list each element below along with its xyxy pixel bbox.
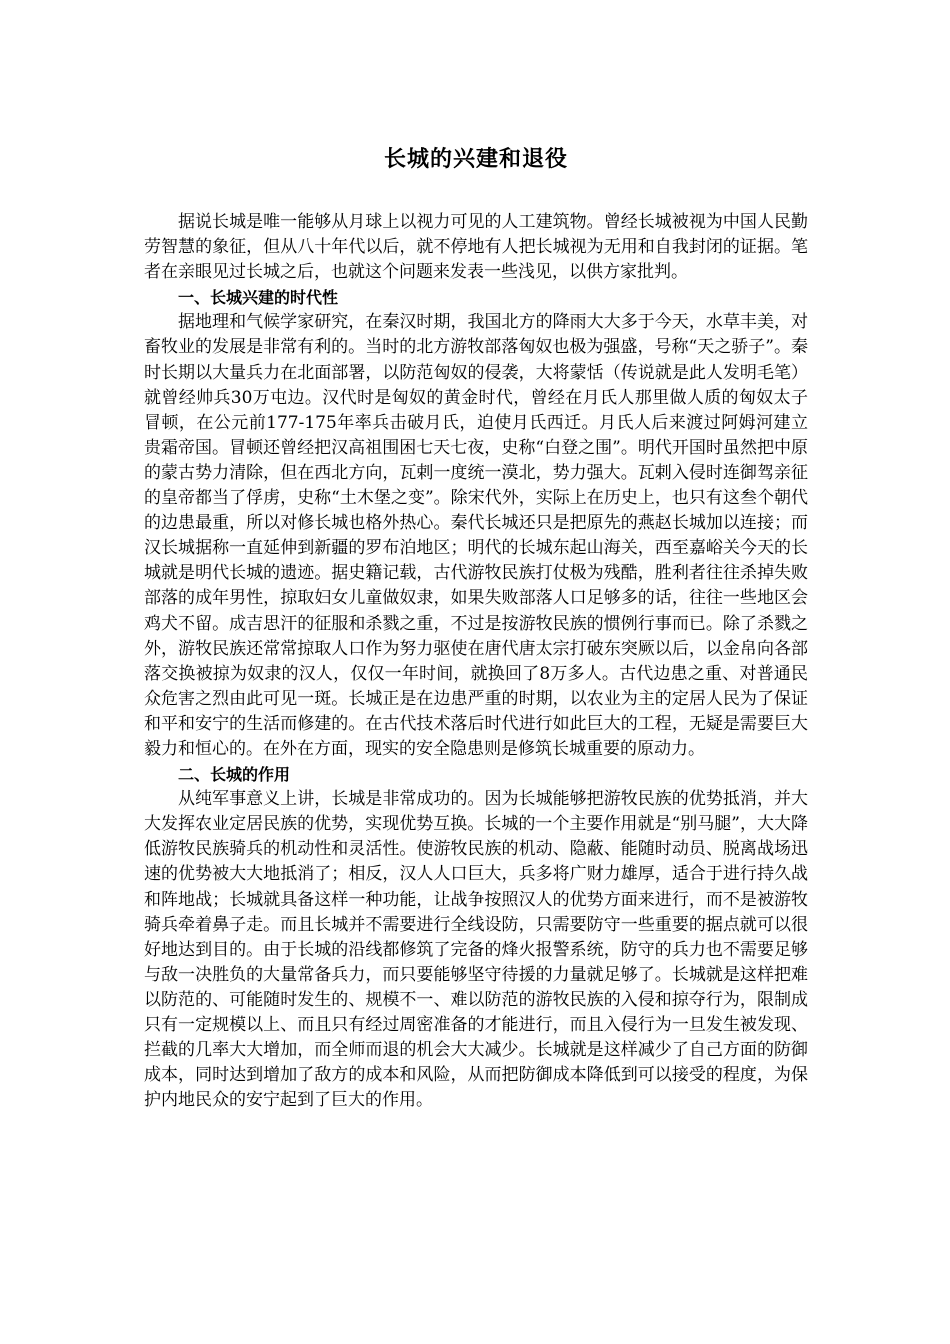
section-heading-1: 一、长城兴建的时代性 [178,288,339,308]
section-paragraph-2: 从纯军事意义上讲，长城是非常成功的。因为长城能够把游牧民族的优势抵消，并大大发挥农业定居民族的优势，实现优势互换。长城的一个主要作用就是“别马腿”，大大降低游牧民族骑兵的机动性和灵活性。使游牧民族的机动、隐蔽、能随时动员、脱离战场迅速的优势被大大地抵消了；相反，汉人人口巨大，兵多将广财力雄厚，适合于进行持久战和阵地战；长城就具备这样一种功能，让战争按照汉人的优势方面来进行，而不是被游牧骑兵牵着鼻子走。而且长城并不需要进行全线设防，只需要防守一些重要的据点就可以很好地达到目的。由于长城的沿线都修筑了完备的烽火报警系统，防守的兵力也不需要足够与敌一决胜负的大量常备兵力，而只要能够坚守待援的力量就足够了。长城就是这样把难以防范的、可能随时发生的、规模不一、难以防范的游牧民族的入侵和掠夺行为，限制成只有一定规模以上、而且只有经过周密准备的才能进行，而且入侵行为一旦发生被发现、拦截的几率大大增加，而全师而退的机会大大减少。长城就是这样减少了自己方面的防御成本，同时达到增加了敌方的成本和风险，从而把防御成本降低到可以接受的程度，为保护内地民众的安宁起到了巨大的作用。 [144,789,808,1111]
page-title: 长城的兴建和退役 [383,147,568,172]
intro-paragraph: 据说长城是唯一能够从月球上以视力可见的人工建筑物。曾经长城被视为中国人民勤劳智慧的象征，但从八十年代以后，就不停地有人把长城视为无用和自我封闭的证据。笔者在亲眼见过长城之后，也就这个问题来发表一些浅见，以供方家批判。 [144,212,808,283]
document-body [144,210,808,1113]
section-paragraph-1: 据地理和气候学家研究，在秦汉时期，我国北方的降雨大大多于今天，水草丰美，对畜牧业的发展是非常有利的。当时的北方游牧部落匈奴也极为强盛，号称“天之骄子”。秦时长期以大量兵力在北面部署，以防范匈奴的侵袭，大将蒙恬（传说就是此人发明毛笔）就曾经帅兵30万屯边。汉代时是匈奴的黄金时代，曾经在月氏人那里做人质的匈奴太子冒顿，在公元前177-175年率兵击破月氏，迫使月氏西迁。月氏人后来渡过阿姆河建立贵霜帝国。冒顿还曾经把汉高祖围困七天七夜，史称“白登之围”。明代开国时虽然把中原的蒙古势力清除，但在西北方向，瓦剌一度统一漠北，势力强大。瓦剌入侵时连御驾亲征的皇帝都当了俘虏，史称“土木堡之变”。除宋代外，实际上在历史上，也只有这叁个朝代的边患最重，所以对修长城也格外热心。秦代长城还只是把原先的燕赵长城加以连接；而汉长城据称一直延伸到新疆的罗布泊地区；明代的长城东起山海关，西至嘉峪关今天的长城就是明代长城的遗迹。据史籍记载，古代游牧民族打仗极为残酷，胜利者往往杀掉失败部落的成年男性，掠取妇女儿童做奴隶，如果失败部落人口足够多的话，往往一些地区会鸡犬不留。成吉思汗的征服和杀戮之重，不过是按游牧民族的惯例行事而已。除了杀戮之外，游牧民族还常常掠取人口作为努力驱使在唐代唐太宗打破东突厥以后，以金帛向各部落交换被掠为奴隶的汉人，仅仅一年时间，就换回了8万多人。古代边患之重、对普通民众危害之烈由此可见一斑。长城正是在边患严重的时期，以农业为主的定居人民为了保证和平和安宁的生活而修建的。在古代技术落后时代进行如此巨大的工程，无疑是需要巨大毅力和恒心的。在外在方面，现实的安全隐患则是修筑长城重要的原动力。 [144,312,808,759]
section-heading-2: 二、长城的作用 [178,765,291,785]
